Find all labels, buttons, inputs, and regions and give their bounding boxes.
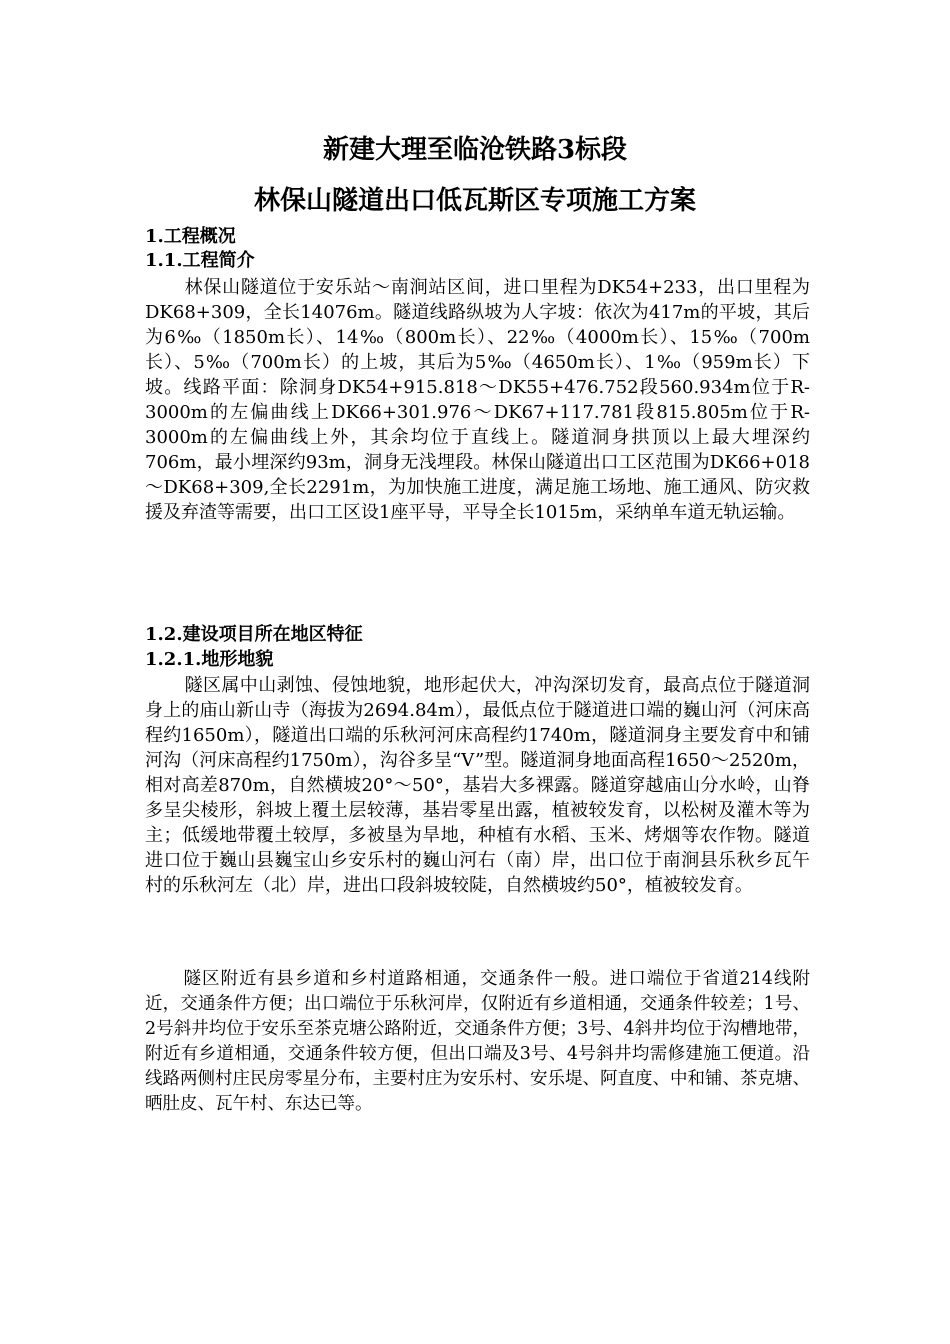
section-heading-1-1: 1.1.工程简介 bbox=[145, 250, 255, 271]
paragraph-project-overview: 林保山隧道位于安乐站～南涧站区间，进口里程为DK54+233，出口里程为DK68+309，全长14076m。隧道线路纵坡为人字坡：依次为417m的平坡，其后为6‰（1850m长）、14‰（800m长）、22‰（4000m长）、15‰（700m长）、5‰（700m长）的上坡，其后为5‰（4650m长）、1‰（959m长）下坡。线路平面：除洞身DK54+915.818～DK55+476.752段560.934m位于R-3000m的左偏曲线上DK66+301.976～DK67+117.781段815.805m位于R-3000m的左偏曲线上外，其余均位于直线上。隧道洞身拱顶以上最大埋深约706m，最小埋深约93m，洞身无浅埋段。林保山隧道出口工区范围为DK66+018～DK68+309,全长2291m，为加快施工进度，满足施工场地、施工通风、防灾救援及弃渣等需要，出口工区设1座平导，平导全长1015m，采纳单车道无轨运输。 bbox=[145, 277, 810, 523]
document-title: 新建大理至临沧铁路3标段 bbox=[322, 135, 628, 165]
section-heading-1: 1.工程概况 bbox=[145, 226, 236, 247]
section-heading-1-2-1: 1.2.1.地形地貌 bbox=[145, 649, 274, 670]
document-subtitle: 林保山隧道出口低瓦斯区专项施工方案 bbox=[253, 186, 696, 216]
paragraph-transport: 隧区附近有县乡道和乡村道路相通，交通条件一般。进口端位于省道214线附近，交通条件方便；出口端位于乐秋河岸，仅附近有乡道相通，交通条件较差；1号、2号斜井均位于安乐至茶克塘公路附近，交通条件方便；3号、4斜井均位于沟槽地带，附近有乡道相通，交通条件较方便，但出口端及3号、4号斜井均需修建施工便道。沿线路两侧村庄民房零星分布，主要村庄为安乐村、安乐堤、阿直度、中和铺、茶克塘、晒肚皮、瓦午村、东达已等。 bbox=[145, 969, 810, 1114]
paragraph-terrain: 隧区属中山剥蚀、侵蚀地貌，地形起伏大，冲沟深切发育，最高点位于隧道洞身上的庙山新山寺（海拔为2694.84m），最低点位于隧道进口端的巍山河（河床高程约1650m），隧道出口端的乐秋河河床高程约1740m，隧道洞身主要发育中和铺河沟（河床高程约1750m），沟谷多呈“V”型。隧道洞身地面高程1650～2520m，相对高差870m，自然横坡20°～50°，基岩大多裸露。隧道穿越庙山分水岭，山脊多呈尖棱形，斜坡上覆土层较薄，基岩零星出露，植被较发育，以松树及灌木等为主；低缓地带覆土较厚，多被垦为旱地，种植有水稻、玉米、烤烟等农作物。隧道进口位于巍山县巍宝山乡安乐村的巍山河右（南）岸，出口位于南涧县乐秋乡瓦午村的乐秋河左（北）岸，进出口段斜坡较陡，自然横坡约50°，植被较发育。 bbox=[145, 675, 810, 896]
section-heading-1-2: 1.2.建设项目所在地区特征 bbox=[145, 624, 363, 645]
